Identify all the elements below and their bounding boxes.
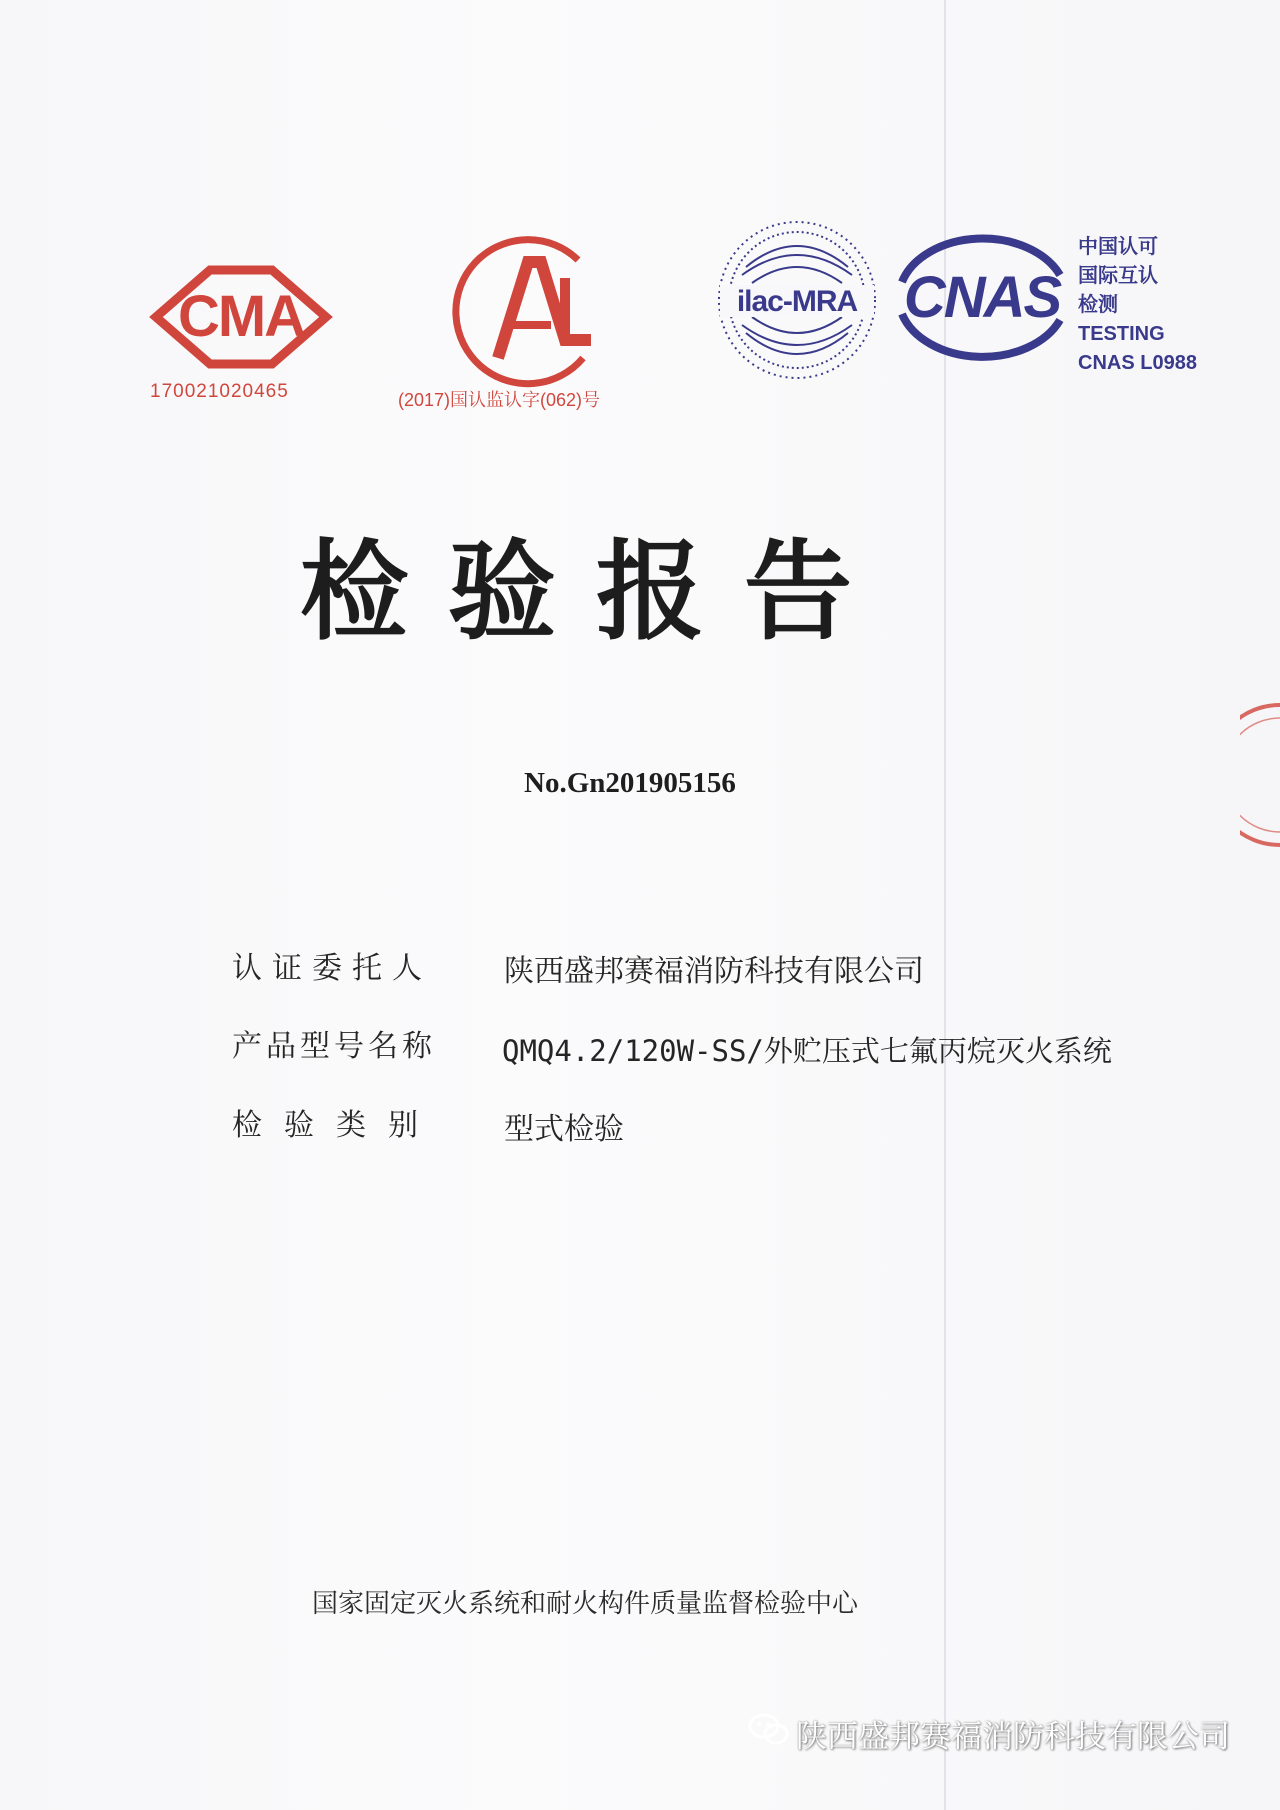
cnas-line: CNAS L0988 <box>1078 352 1197 374</box>
watermark-text: 陕西盛邦赛福消防科技有限公司 <box>796 1719 1230 1755</box>
report-number: No.Gn201905156 <box>524 767 736 799</box>
field-label-product: 产品型号名称 <box>232 1029 436 1064</box>
cnas-logo <box>884 230 1080 364</box>
field-label-inspection-type: 检验类别 <box>232 1108 440 1143</box>
ilac-mra-text: ilac-MRA <box>736 285 858 318</box>
issuing-organization: 国家固定灭火系统和耐火构件质量监督检验中心 <box>312 1589 859 1619</box>
cma-logo <box>148 262 334 372</box>
field-value-product: QMQ4.2/120W-SS/外贮压式七氟丙烷灭火系统 <box>502 1034 1112 1068</box>
cnas-accreditation-text <box>1078 233 1197 378</box>
cnas-mark: CNAS <box>903 265 1061 330</box>
field-value-inspection-type: 型式检验 <box>504 1112 624 1147</box>
cal-logo <box>443 230 613 395</box>
cnas-line: TESTING <box>1078 323 1165 345</box>
wechat-icon <box>748 1712 790 1756</box>
wechat-watermark <box>748 1711 1230 1756</box>
ilac-mra-logo <box>712 215 882 385</box>
red-seal-edge <box>1240 700 1280 854</box>
field-label-client: 认证委托人 <box>232 951 432 986</box>
field-value-client: 陕西盛邦赛福消防科技有限公司 <box>504 954 924 989</box>
cnas-line: 国际互认 <box>1078 265 1158 287</box>
cma-number: 170021020465 <box>150 381 289 402</box>
cnas-line: 中国认可 <box>1078 236 1158 258</box>
svg-text:CMA: CMA <box>177 284 305 349</box>
report-title: 检验报告 <box>300 530 893 655</box>
cal-certificate-number: (2017)国认监认字(062)号 <box>398 390 601 410</box>
cnas-line: 检测 <box>1078 294 1118 316</box>
